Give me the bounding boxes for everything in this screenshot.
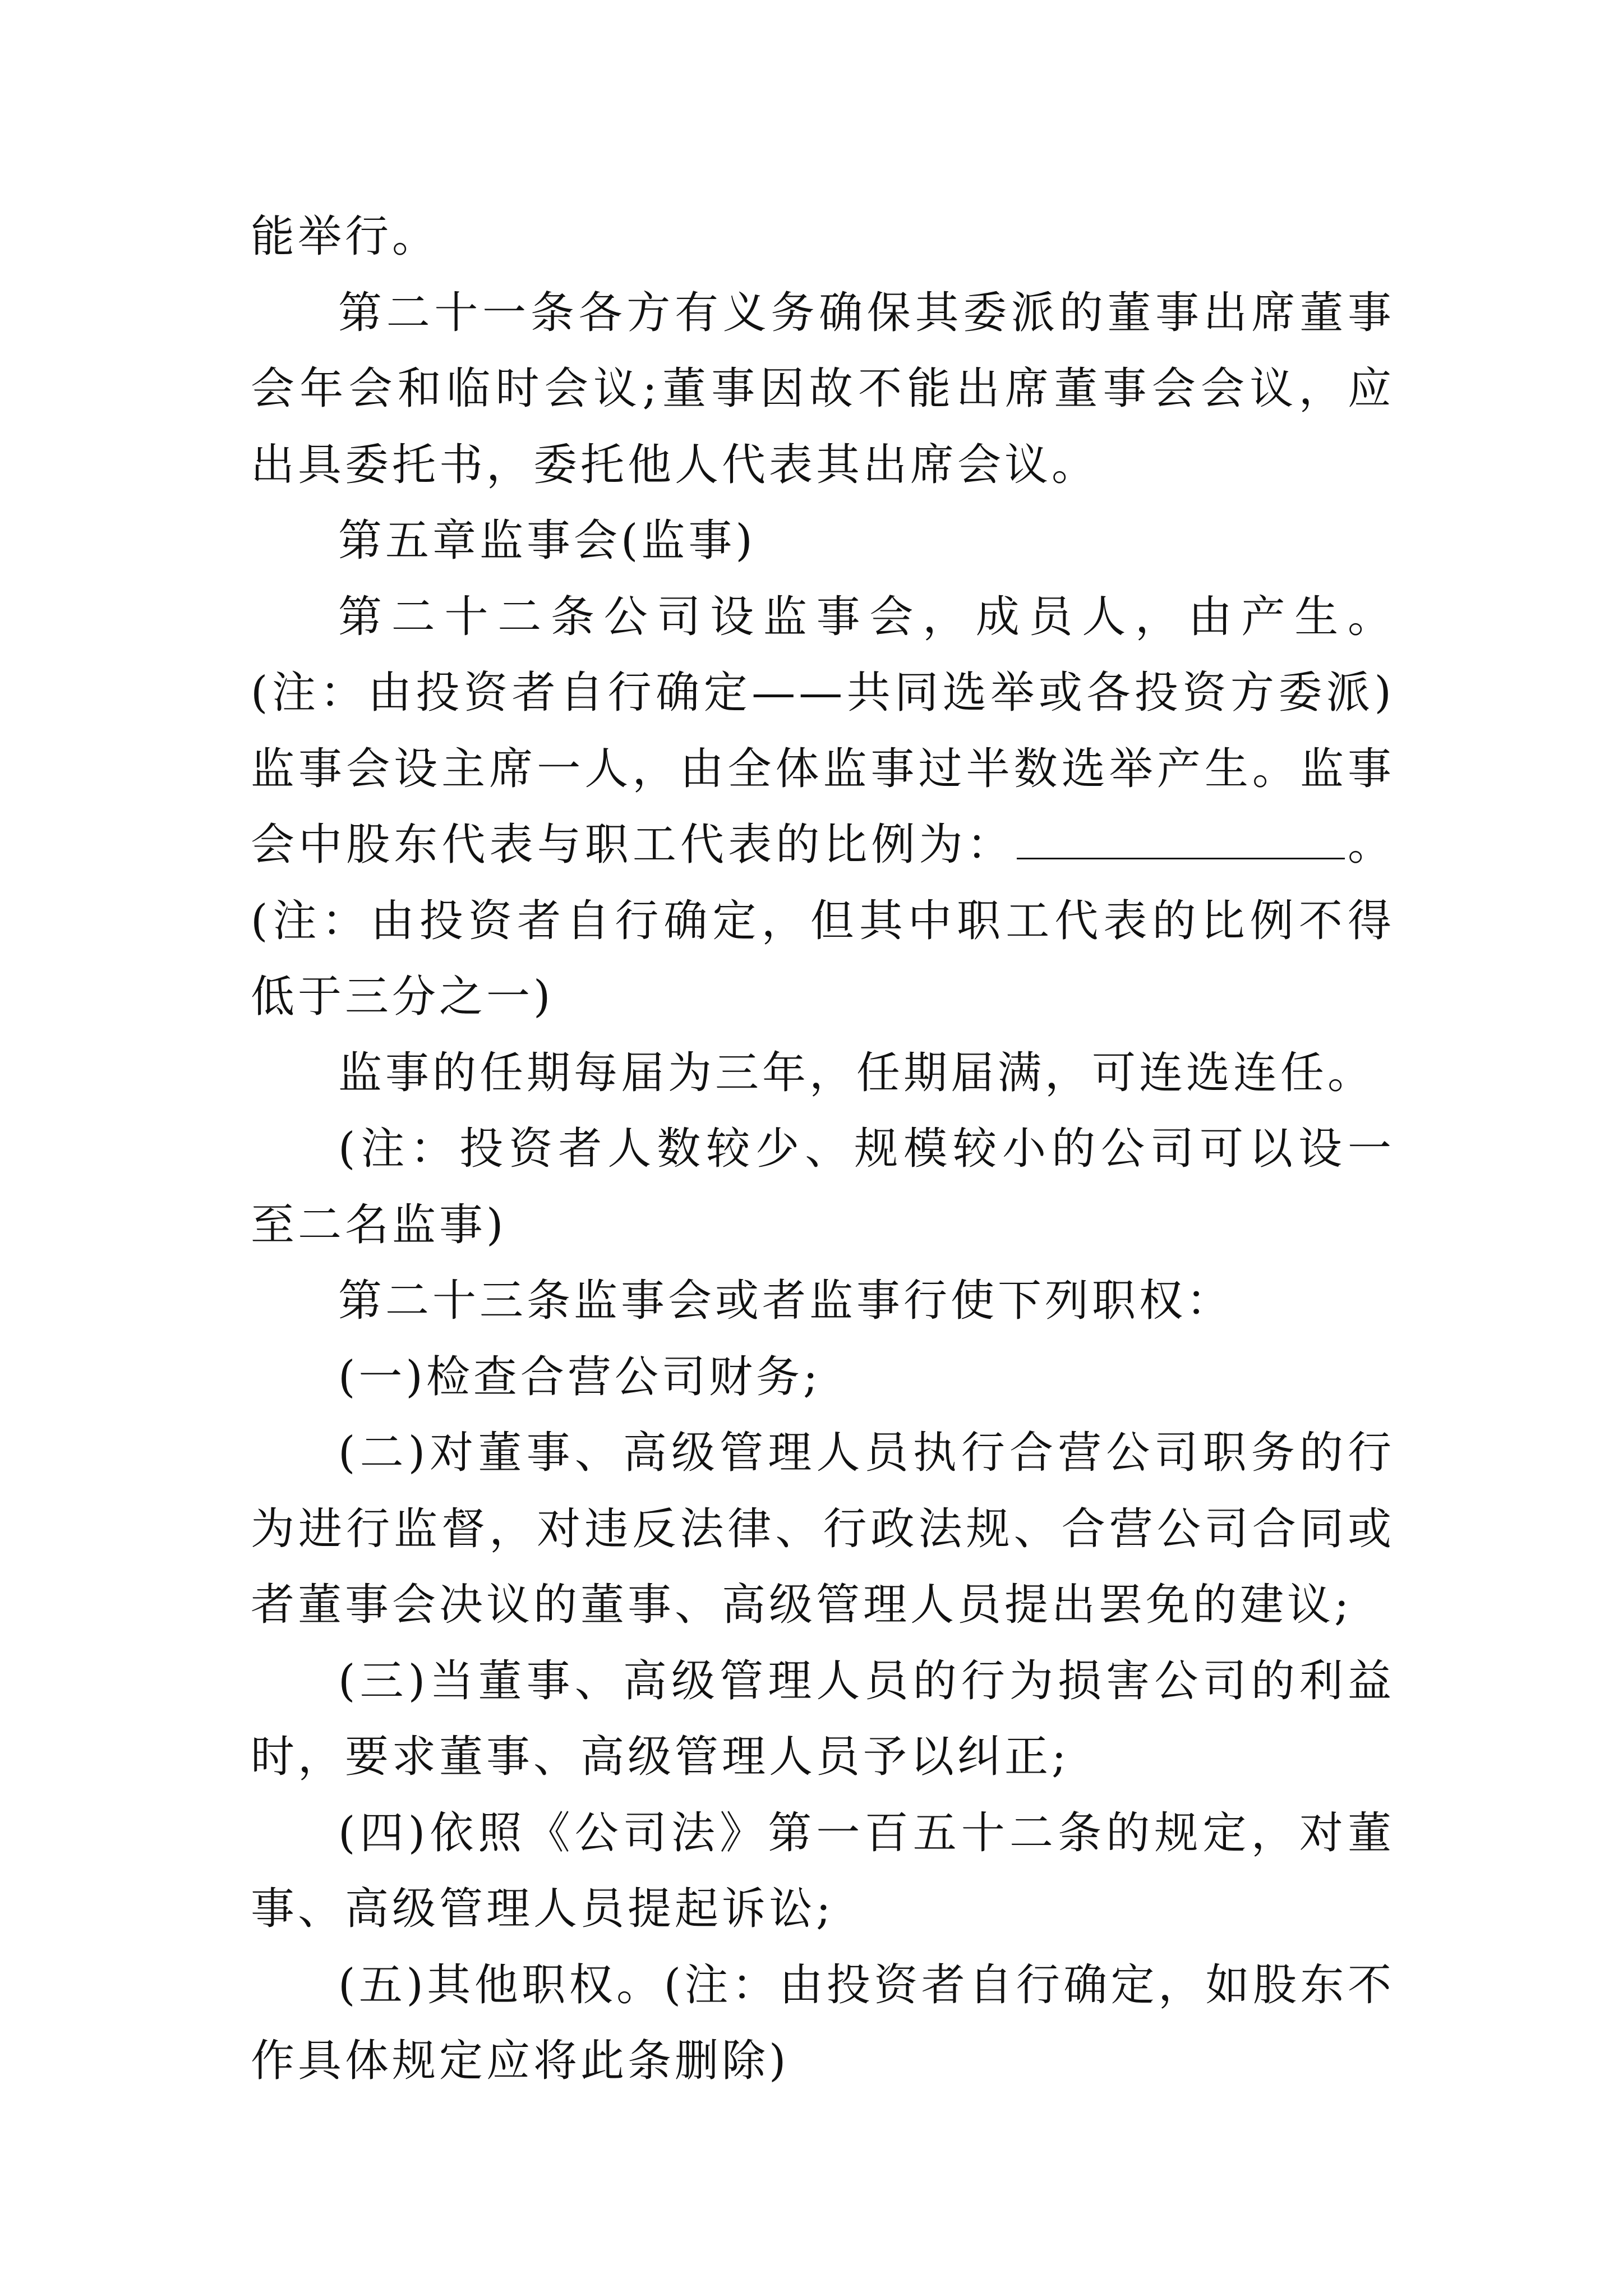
supervisor-note-paragraph: (注：投资者人数较少、规模较小的公司可以设一至二名监事) <box>251 1124 1395 1250</box>
article-21: 第二十一条各方有义务确保其委派的董事出席董事会年会和临时会议;董事因故不能出席董事会会议，应出具委托书，委托他人代表其出席会议。 <box>251 287 1395 490</box>
article-22 <box>251 579 1395 1036</box>
article-23-item-1: (一)检查合营公司财务; <box>338 1351 822 1402</box>
supervisor-term-paragraph: 监事的任期每届为三年，任期届满，可连选连任。 <box>338 1047 1375 1098</box>
document-body <box>251 199 1395 2100</box>
article-23: 第二十三条监事会或者监事行使下列职权： <box>338 1276 1234 1326</box>
paragraph-continuation: 能举行。 <box>251 211 440 262</box>
article-22-text-before-blank: 第二十二条公司设监事会，成员人，由产生。(注：由投资者自行确定——共同选举或各投资方委派)监事会设主席一人，由全体监事过半数选举产生。监事会中股东代表与职工代表的比例为： <box>251 591 1395 870</box>
article-22-text-after-blank: 。(注：由投资者自行确定，但其中职工代表的比例不得低于三分之一) <box>251 820 1395 1022</box>
ratio-blank-field <box>1017 818 1345 859</box>
chapter-5-heading: 第五章监事会(监事) <box>338 516 756 566</box>
article-23-item-2: (二)对董事、高级管理人员执行合营公司职务的行为进行监督，对违反法律、行政法规、合营公司合同或者董事会决议的董事、高级管理人员提出罢免的建议; <box>251 1428 1395 1630</box>
article-23-item-4: (四)依照《公司法》第一百五十二条的规定，对董事、高级管理人员提起诉讼; <box>251 1807 1395 1934</box>
article-23-item-5: (五)其他职权。(注：由投资者自行确定，如股东不作具体规定应将此条删除) <box>251 1959 1395 2086</box>
article-23-item-3: (三)当董事、高级管理人员的行为损害公司的利益时，要求董事、高级管理人员予以纠正; <box>251 1655 1395 1782</box>
